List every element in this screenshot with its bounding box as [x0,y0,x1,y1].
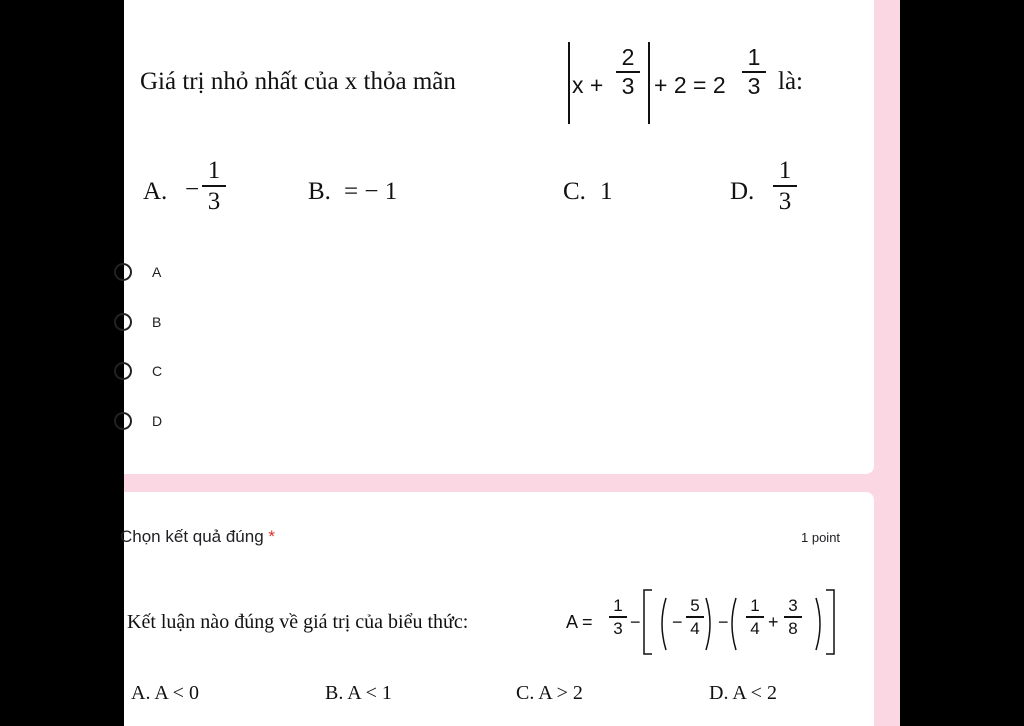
question2-title-text: Chọn kết quả đúng [120,527,264,546]
q2-choice-c: C. A > 2 [516,682,583,704]
radio-label: C [152,363,163,379]
paren-right-2 [816,598,820,650]
frac-bar [746,616,764,618]
expr-sign-2: − [672,612,683,632]
question1-text: Giá trị nhỏ nhất của x thỏa mãn [140,68,456,95]
eq-middle: + 2 = 2 [654,72,726,98]
paren-right-1 [706,598,710,650]
expr-lhs: A = [566,612,593,632]
frac-bar [784,616,802,618]
frac-numerator: 1 [613,596,623,615]
choice-c-text: 1 [600,178,613,205]
choice-d-fraction [773,158,797,214]
eq-fraction-2-3 [616,46,640,98]
frac-denominator: 8 [788,619,798,638]
required-mark: * [268,527,276,546]
radio-button[interactable] [114,263,132,281]
frac-bar [609,616,627,618]
frac-bar [202,185,226,187]
radio-button[interactable] [114,313,132,331]
question2-text: Kết luận nào đúng về giá trị của biểu thức: [127,611,469,633]
radio-option-b[interactable] [124,310,161,334]
choice-a-sign: − [185,176,200,203]
radio-label: B [152,314,162,330]
choice-b-label: B. [308,178,331,205]
choice-b-text: = − 1 [344,178,398,205]
frac-denominator: 4 [750,619,760,638]
choice-d-label: D. [730,178,755,205]
radio-button[interactable] [114,412,132,430]
q2-choice-b: B. A < 1 [325,682,392,704]
abs-bar-left [568,42,570,124]
abs-bar-right [648,42,650,124]
q2-choice-a: A. A < 0 [131,682,199,704]
paren-left-2 [732,598,736,650]
frac-numerator: 5 [690,596,700,615]
expr-plus: + [768,612,779,632]
frac-numerator: 1 [750,596,760,615]
paren-left-1 [662,598,666,650]
frac-numerator: 3 [788,596,798,615]
question2-points: 1 point [801,530,841,545]
expr-minus-1: − [630,612,641,632]
frac-bar [773,185,797,187]
frac-denominator: 3 [778,188,792,215]
square-bracket-right [826,590,834,654]
choice-c-label: C. [563,178,586,205]
eq-x: x + [572,72,604,98]
expr-minus-2: − [718,612,729,632]
frac-numerator: 1 [778,157,792,184]
radio-option-c[interactable] [124,359,162,383]
frac-denominator: 4 [690,619,700,638]
frac-denominator: 3 [747,73,761,99]
frac-numerator: 2 [621,44,635,70]
eq-mixed-fraction [742,46,766,98]
frac-numerator: 1 [207,157,221,184]
radio-label: A [152,264,162,280]
choice-a-fraction [202,158,226,214]
frac-numerator: 1 [747,44,761,70]
frac-denominator: 3 [207,188,221,215]
radio-option-d[interactable] [124,409,162,433]
expr-brackets [640,586,840,658]
expr-fraction-1 [609,597,627,637]
frac-denominator: 3 [613,619,623,638]
square-bracket-left [644,590,652,654]
expr-fraction-4 [784,597,802,637]
radio-option-a[interactable] [124,260,161,284]
expr-fraction-3 [746,597,764,637]
frac-denominator: 3 [621,73,635,99]
radio-button[interactable] [114,362,132,380]
radio-label: D [152,413,163,429]
question2-title [120,527,275,547]
frac-bar [686,616,704,618]
choice-a-label: A. [143,178,168,205]
q2-choice-d: D. A < 2 [709,682,777,704]
expr-fraction-2 [686,597,704,637]
question1-suffix: là: [778,68,803,95]
